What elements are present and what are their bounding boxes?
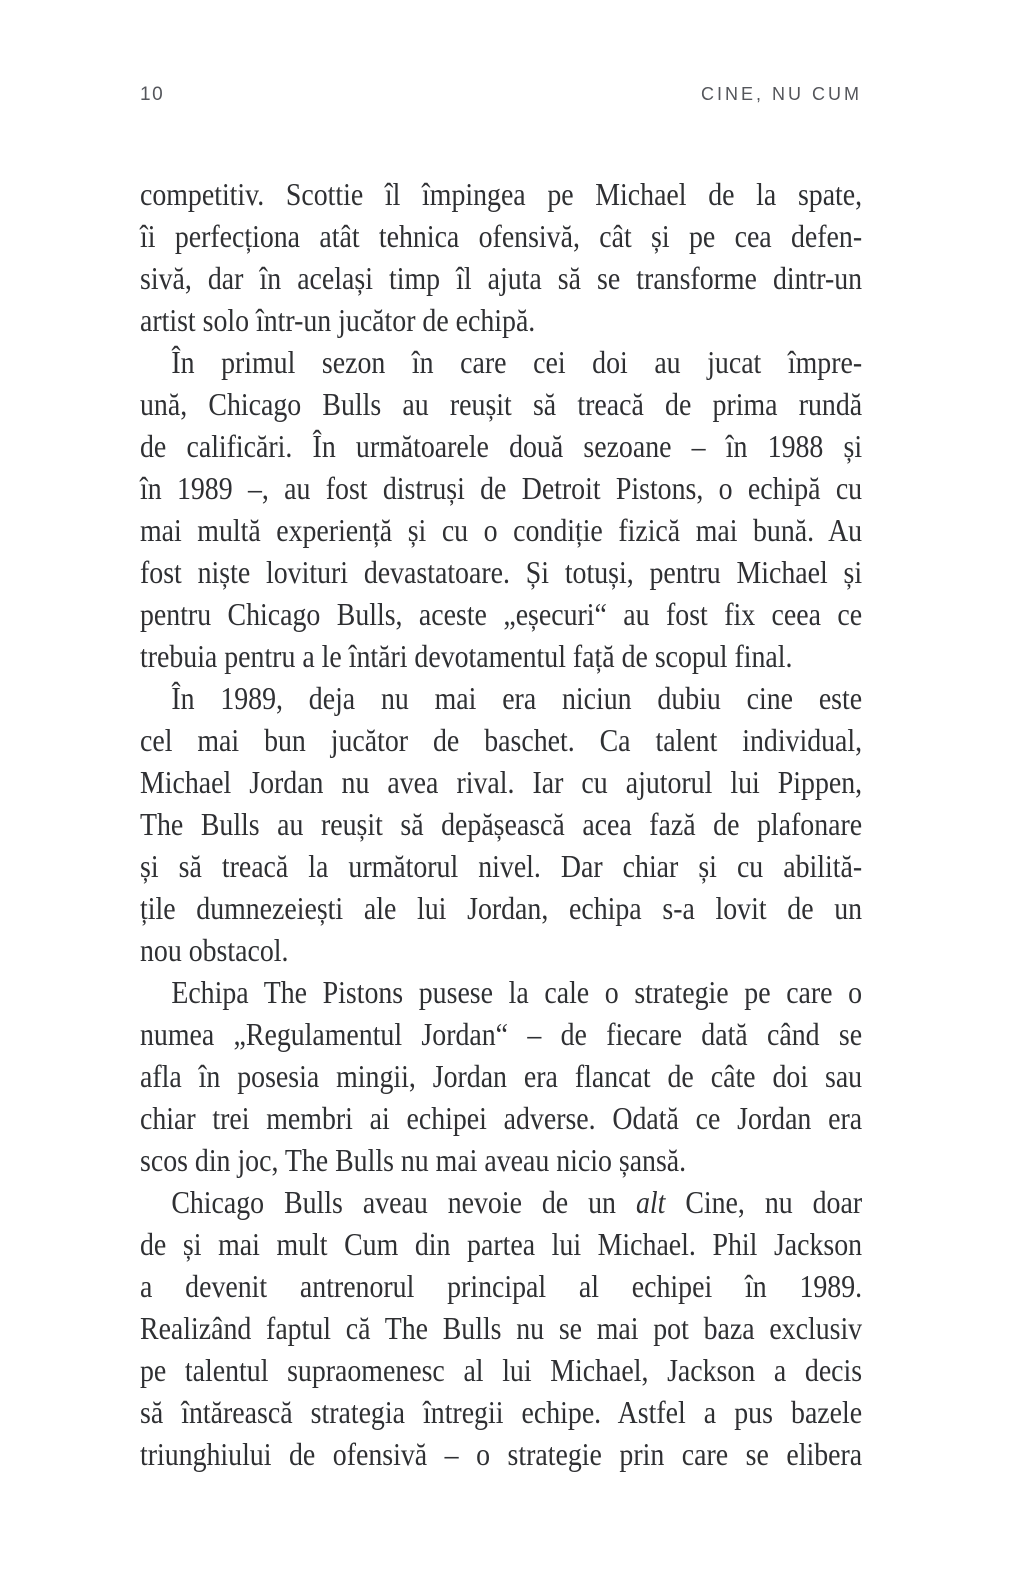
text-segment: ună, Chicago Bulls au reușit să treacă de prima rundă [140,386,863,422]
text-segment: sivă, dar în același timp îl ajuta să se transforme dintr-un [140,260,863,296]
text-segment: Chicago Bulls aveau nevoie de un [171,1184,636,1220]
text-line [140,1265,862,1307]
text-segment: să întărească strategia întregii echipe. Astfel a pus bazele [140,1394,863,1430]
text-segment: de și mai mult Cum din partea lui Michael. Phil Jackson [140,1226,863,1262]
text-segment: chiar trei membri ai echipei adverse. Odată ce Jordan era [140,1100,863,1136]
italic-text: alt [635,1184,666,1220]
text-segment: Echipa The Pistons pusese la cale o strategie pe care o [171,974,863,1010]
text-line [140,341,862,383]
text-line [140,635,862,677]
paragraph [140,173,862,341]
text-segment: cel mai bun jucător de baschet. Ca talent individual, [140,722,863,758]
text-line [140,719,862,761]
text-segment: The Bulls au reușit să depășească acea fază de plafonare [140,806,863,842]
running-header-title: CINE, NU CUM [701,84,862,104]
page-header [140,84,862,106]
text-segment: pe talentul supraomenesc al lui Michael, Jackson a decis [140,1352,863,1388]
body-text [140,173,862,1475]
text-line [140,173,862,215]
text-segment: Realizând faptul că The Bulls nu se mai pot baza exclusiv [140,1310,863,1346]
text-segment: de calificări. În următoarele două sezoane – în 1988 și [140,428,863,464]
text-line [140,845,862,887]
text-segment: pentru Chicago Bulls, aceste „eșecuri“ au fost fix ceea ce [140,596,863,632]
text-line [140,677,862,719]
paragraph [140,1181,862,1475]
text-line [140,929,862,971]
text-line [140,1433,862,1475]
text-line [140,467,862,509]
text-line [140,551,862,593]
text-segment: Cine, nu doar [665,1184,863,1220]
text-segment: țile dumnezeiești ale lui Jordan, echipa s-a lovit de un [140,890,863,926]
text-segment: artist solo într-un jucător de echipă. [140,302,536,338]
paragraph [140,677,862,971]
text-segment: scos din joc, The Bulls nu mai aveau nicio șansă. [140,1142,687,1178]
text-line [140,257,862,299]
text-line [140,1013,862,1055]
text-line [140,803,862,845]
text-line [140,1349,862,1391]
text-segment: competitiv. Scottie îl împingea pe Michael de la spate, [140,176,863,212]
text-segment: numea „Regulamentul Jordan“ – de fiecare dată când se [140,1016,863,1052]
text-line [140,593,862,635]
paragraph [140,341,862,677]
text-line [140,887,862,929]
text-line [140,1307,862,1349]
text-line [140,1391,862,1433]
page-number: 10 [140,84,165,105]
text-line [140,1055,862,1097]
text-segment: triunghiului de ofensivă – o strategie prin care se elibera [140,1436,863,1472]
text-segment: fost niște lovituri devastatoare. Și totuși, pentru Michael și [140,554,863,590]
text-line [140,1181,862,1223]
text-line [140,761,862,803]
text-segment: afla în posesia mingii, Jordan era flancat de câte doi sau [140,1058,863,1094]
text-segment: Michael Jordan nu avea rival. Iar cu ajutorul lui Pippen, [140,764,863,800]
text-segment: a devenit antrenorul principal al echipei în 1989. [140,1268,863,1304]
text-segment: mai multă experiență și cu o condiție fizică mai bună. Au [140,512,863,548]
text-segment: În primul sezon în care cei doi au jucat împre- [171,344,863,380]
text-segment: în 1989 –, au fost distruși de Detroit Pistons, o echipă cu [140,470,863,506]
text-line [140,425,862,467]
text-line [140,383,862,425]
text-line [140,215,862,257]
text-line [140,971,862,1013]
text-line [140,509,862,551]
paragraph [140,971,862,1181]
text-line [140,1223,862,1265]
text-segment: trebuia pentru a le întări devotamentul față de scopul final. [140,638,793,674]
text-segment: și să treacă la următorul nivel. Dar chiar și cu abilită- [140,848,863,884]
text-segment: îi perfecționa atât tehnica ofensivă, cât și pe cea defen- [140,218,863,254]
text-segment: nou obstacol. [140,932,289,968]
text-line [140,1139,862,1181]
text-line [140,299,862,341]
text-line [140,1097,862,1139]
text-segment: În 1989, deja nu mai era niciun dubiu cine este [171,680,863,716]
